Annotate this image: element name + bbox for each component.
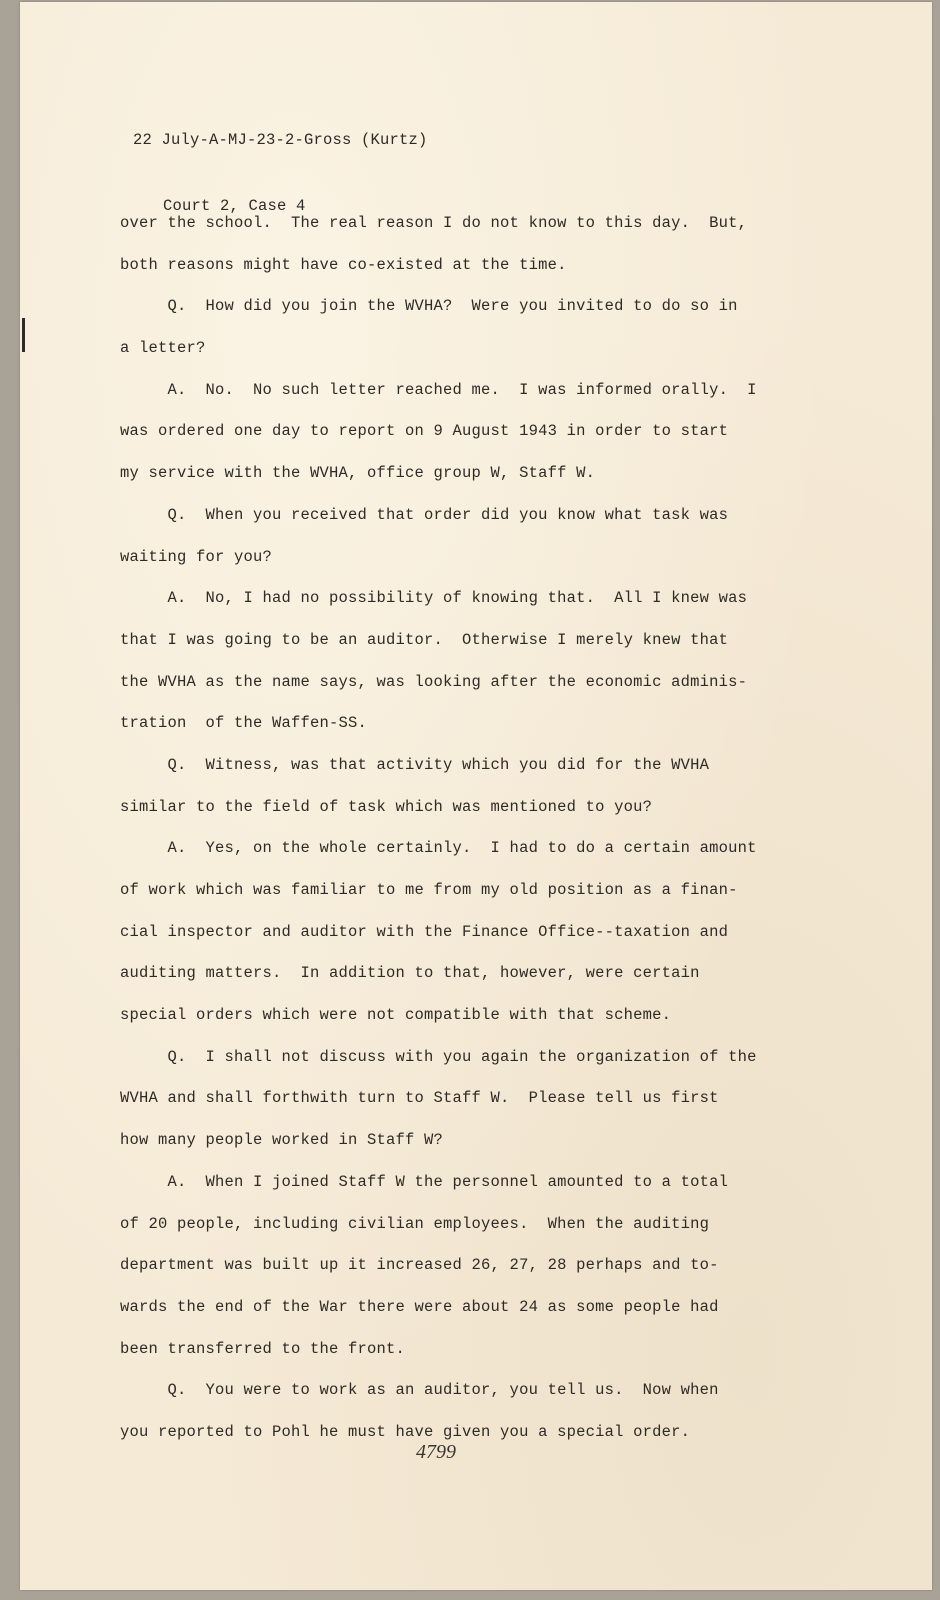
transcript-line: waiting for you? (120, 547, 273, 566)
header-line-2: Court 2, Case 4 (163, 197, 306, 215)
transcript-line: was ordered one day to report on 9 August 1943 in order to start (120, 422, 729, 441)
transcript-line: department was built up it increased 26, 27, 28 perhaps and to- (120, 1256, 719, 1275)
page-number: 4799 (416, 1441, 456, 1463)
header-line-1: 22 July-A-MJ-23-2-Gross (Kurtz) (133, 131, 428, 149)
transcript-line: that I was going to be an auditor. Otherwise I merely knew that (120, 630, 729, 649)
transcript-line: auditing matters. In addition to that, however, were certain (120, 964, 700, 983)
transcript-line: of work which was familiar to me from my old position as a finan- (120, 881, 738, 899)
transcript-line: A. No, I had no possibility of knowing that. All I knew was (120, 589, 748, 608)
transcript-line: A. No. No such letter reached me. I was informed orally. I (120, 380, 757, 399)
transcript-line: special orders which were not compatible with that scheme. (120, 1006, 672, 1025)
transcript-line: Q. You were to work as an auditor, you tell us. Now when (120, 1381, 719, 1400)
transcript-line: my service with the WVHA, office group W, Staff W. (120, 464, 596, 483)
transcript-line: Q. Witness, was that activity which you did for the WVHA (120, 755, 710, 774)
transcript-line: how many people worked in Staff W? (120, 1131, 444, 1150)
transcript-line: Q. When you received that order did you know what task was (120, 505, 729, 524)
margin-mark (22, 318, 25, 352)
transcript-line: cial inspector and auditor with the Finance Office--taxation and (120, 922, 729, 941)
transcript-line: the WVHA as the name says, was looking after the economic adminis- (120, 672, 748, 691)
transcript-body (120, 203, 757, 1454)
transcript-line: wards the end of the War there were about 24 as some people had (120, 1297, 719, 1316)
transcript-line: over the school. The real reason I do not know to this day. But, (120, 214, 748, 232)
transcript-line: of 20 people, including civilian employees. When the auditing (120, 1214, 710, 1233)
transcript-line: similar to the field of task which was mentioned to you? (120, 797, 653, 816)
transcript-line: both reasons might have co-existed at the time. (120, 255, 567, 274)
transcript-line: WVHA and shall forthwith turn to Staff W. Please tell us first (120, 1089, 719, 1108)
transcript-line: a letter? (120, 339, 206, 358)
transcript-line: Q. I shall not discuss with you again the organization of the (120, 1047, 757, 1066)
transcript-line: you reported to Pohl he must have given you a special order. (120, 1422, 691, 1441)
transcript-line: tration of the Waffen-SS. (120, 714, 368, 733)
transcript-line: Q. How did you join the WVHA? Were you invited to do so in (120, 297, 738, 316)
transcript-line: A. When I joined Staff W the personnel amounted to a total (120, 1172, 729, 1191)
transcript-line: been transferred to the front. (120, 1339, 406, 1358)
transcript-line: A. Yes, on the whole certainly. I had to do a certain amount (120, 839, 757, 858)
